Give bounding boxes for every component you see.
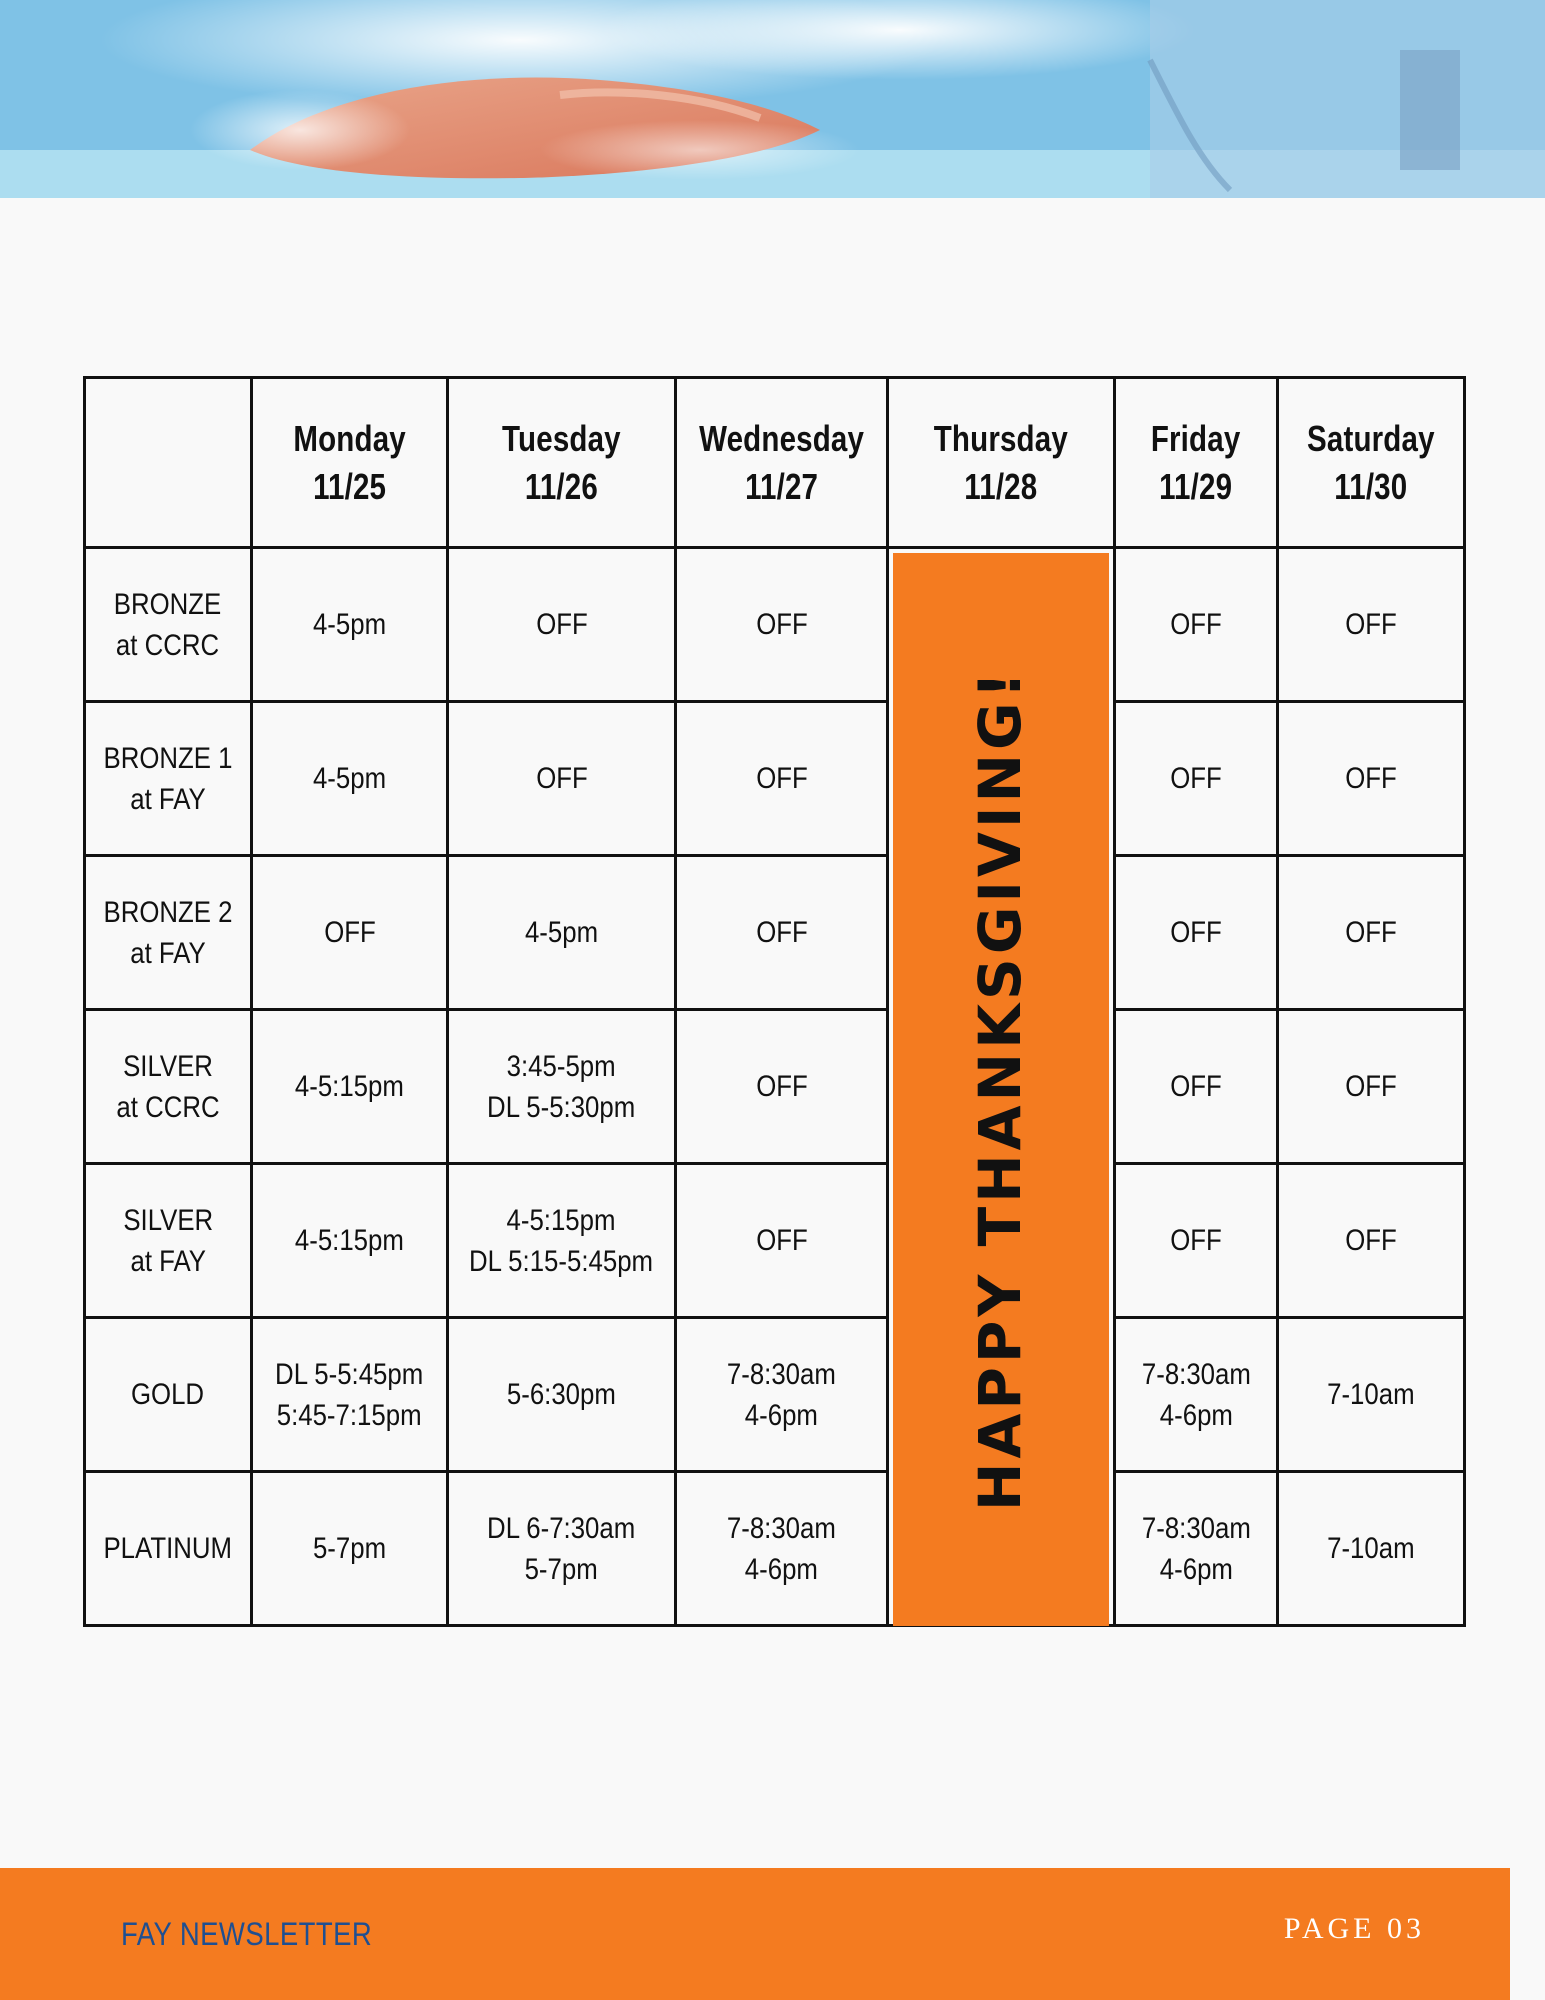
schedule-cell-friday [1115,1164,1278,1318]
header-friday: Friday 11/29 [1115,378,1278,548]
schedule-cell-wednesday [676,1010,888,1164]
schedule-cell-tuesday [448,702,676,856]
cell-text: 4-6pm [1159,1552,1233,1586]
swimmer-image [0,0,1545,198]
schedule-cell-saturday [1278,1472,1465,1626]
cell-text: DL 5-5:30pm [487,1090,636,1124]
schedule-cell-monday [252,702,448,856]
schedule-cell-monday [252,1472,448,1626]
header-saturday: Saturday 11/30 [1278,378,1465,548]
footer-bar [0,1868,1510,2000]
schedule-cell-wednesday [676,1164,888,1318]
schedule-cell-wednesday [676,702,888,856]
group-name-cell [85,702,252,856]
cell-text: DL 6-7:30am [487,1511,636,1545]
cell-text: at FAY [130,782,206,816]
cell-text: OFF [755,762,808,795]
schedule-cell-friday [1115,702,1278,856]
schedule-cell-wednesday [676,1472,888,1626]
schedule-cell-wednesday [676,548,888,702]
schedule-cell-wednesday [676,856,888,1010]
schedule-body [85,548,1465,1626]
schedule-cell-saturday [1278,1164,1465,1318]
cell-text: SILVER [123,1203,213,1237]
table-row [85,1010,1465,1164]
cell-text: OFF [1345,916,1397,949]
cell-text: OFF [1170,1224,1222,1257]
cell-text: OFF [1170,916,1222,949]
schedule-cell-tuesday [448,1164,676,1318]
holiday-text: HAPPY THANKSGIVING! [966,667,1035,1512]
cell-text: 4-5pm [312,762,387,795]
schedule-cell-friday [1115,548,1278,702]
schedule-cell-friday [1115,1318,1278,1472]
cell-text: OFF [755,1070,808,1103]
cell-text: 4-5pm [524,916,599,949]
cell-text: DL 5-5:45pm [275,1357,424,1391]
schedule-cell-friday [1115,856,1278,1010]
schedule-cell-saturday [1278,1010,1465,1164]
table-header-row [85,378,1465,548]
table-row [85,1472,1465,1626]
header-wednesday: Wednesday 11/27 [676,378,888,548]
cell-text: at FAY [130,1244,206,1278]
cell-text: OFF [1345,1070,1397,1103]
header-monday: Monday 11/25 [252,378,448,548]
schedule-cell-monday [252,1010,448,1164]
cell-text: 4-5:15pm [294,1070,405,1103]
cell-text: 7-8:30am [726,1511,837,1545]
cell-text: OFF [535,608,588,641]
cell-text: BRONZE 2 [103,895,233,929]
schedule-cell-monday [252,1164,448,1318]
cell-text: OFF [755,608,808,641]
cell-text: 7-8:30am [1141,1357,1251,1391]
newsletter-title: FAY NEWSLETTER [121,1916,373,1952]
schedule-cell-friday [1115,1010,1278,1164]
header-swimmer-photo [0,0,1545,198]
table-row [85,1164,1465,1318]
cell-text: OFF [1170,1070,1222,1103]
schedule-cell-tuesday [448,1472,676,1626]
schedule-cell-tuesday [448,548,676,702]
cell-text: at FAY [130,936,206,970]
group-name-cell [85,548,252,702]
cell-text: PLATINUM [103,1532,233,1565]
group-name-cell [85,1164,252,1318]
schedule-cell-friday [1115,1472,1278,1626]
cell-text: OFF [1345,1224,1397,1257]
header-corner-cell [85,378,252,548]
group-name-cell [85,1318,252,1472]
cell-text: GOLD [131,1378,205,1411]
header-thursday: Thursday 11/28 [888,378,1115,548]
cell-text: 7-8:30am [726,1357,837,1391]
cell-text: OFF [755,916,808,949]
cell-text: 3:45-5pm [506,1049,617,1083]
cell-text: OFF [1170,608,1222,641]
cell-text: DL 5:15-5:45pm [469,1244,654,1278]
schedule-cell-monday [252,856,448,1010]
header-tuesday: Tuesday 11/26 [448,378,676,548]
schedule-cell-saturday [1278,856,1465,1010]
cell-text: 4-6pm [1159,1398,1233,1432]
schedule-cell-tuesday [448,856,676,1010]
group-name-cell [85,856,252,1010]
cell-text: 4-6pm [744,1398,819,1432]
cell-text: 7-8:30am [1141,1511,1251,1545]
cell-text: 4-5:15pm [506,1203,616,1237]
page-number: PAGE 03 [1283,1912,1425,1945]
group-name-cell [85,1472,252,1626]
cell-text: 5-7pm [524,1552,599,1586]
schedule-cell-tuesday [448,1318,676,1472]
schedule-cell-saturday [1278,548,1465,702]
cell-text: 5-7pm [312,1532,387,1565]
holiday-banner [893,553,1109,1626]
cell-text: OFF [755,1224,808,1257]
cell-text: OFF [1345,608,1397,641]
cell-text: OFF [1345,762,1397,795]
cell-text: 7-10am [1327,1378,1415,1411]
schedule-cell-saturday [1278,1318,1465,1472]
cell-text: 5:45-7:15pm [277,1398,422,1432]
schedule-cell-monday [252,1318,448,1472]
cell-text: at CCRC [116,628,220,662]
schedule-cell-monday [252,548,448,702]
group-name-cell [85,1010,252,1164]
table-row [85,1318,1465,1472]
cell-text: 7-10am [1327,1532,1415,1565]
cell-text: OFF [323,916,376,949]
cell-text: SILVER [123,1049,213,1083]
thanksgiving-holiday-cell [888,548,1115,1626]
schedule-cell-saturday [1278,702,1465,856]
cell-text: BRONZE [114,587,222,621]
table-row [85,856,1465,1010]
schedule-cell-wednesday [676,1318,888,1472]
cell-text: BRONZE 1 [103,741,233,775]
cell-text: OFF [1170,762,1222,795]
cell-text: 4-5pm [312,608,387,641]
practice-schedule-table [83,376,1466,1627]
cell-text: 5-6:30pm [506,1378,617,1411]
cell-text: OFF [535,762,588,795]
table-row [85,548,1465,702]
cell-text: 4-6pm [744,1552,819,1586]
cell-text: at CCRC [116,1090,220,1124]
cell-text: 4-5:15pm [294,1224,405,1257]
schedule-cell-tuesday [448,1010,676,1164]
table-row [85,702,1465,856]
